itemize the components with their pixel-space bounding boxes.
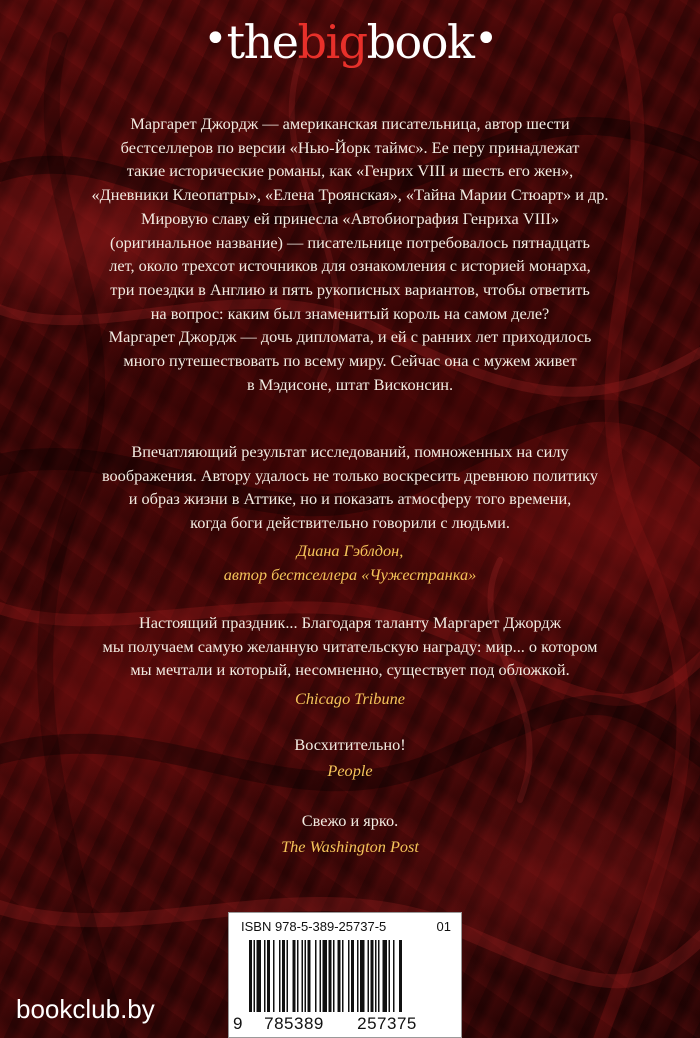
bio-line: на вопрос: каким был знаменитый король на самом деле? <box>150 303 550 323</box>
review-author: Диана Гэблдон, <box>296 540 404 560</box>
ean-first-digit: 9 <box>233 1014 243 1033</box>
bio-line: лет, около трехсот источников для ознакомления с историей монарха, <box>109 256 591 276</box>
isbn-number: ISBN 978-5-389-25737-5 <box>241 919 387 934</box>
ean-right-digits: 257375 <box>357 1014 417 1033</box>
review-line: воображения. Автору удалось не только воскресить древнюю политику <box>101 465 599 485</box>
review-author-role: автор бестселлера «Чужестранка» <box>223 564 477 584</box>
bio-line: бестселлеров по версии «Нью-Йорк таймс». Ее перу принадлежат <box>120 137 580 157</box>
review-line: мы получаем самую желанную читательскую награду: мир... о котором <box>102 636 598 656</box>
isbn-barcode <box>228 912 462 1038</box>
review-line: Впечатляющий результат исследований, помноженных на силу <box>131 442 569 461</box>
isbn-addon: 01 <box>436 919 451 934</box>
review-author: The Washington Post <box>281 836 419 856</box>
review-gabaldon <box>0 440 700 586</box>
review-people <box>0 733 700 782</box>
review-line: и образ жизни в Аттике, но и показать атмосферу того времени, <box>128 489 572 509</box>
bio-line: Маргарет Джордж — дочь дипломата, и ей с ранних лет приходилось <box>108 327 592 347</box>
review-washington-post <box>0 809 700 858</box>
review-author: Chicago Tribune <box>295 689 405 709</box>
review-line: когда боги действительно говорили с людьми. <box>190 513 510 533</box>
logo-the: the <box>226 15 298 69</box>
review-line: Настоящий праздник... Благодаря таланту Маргарет Джордж <box>139 613 561 632</box>
bio-line: (оригинальное название) — писательнице потребовалось пятнадцать <box>110 232 590 252</box>
barcode-bars <box>249 940 455 1012</box>
bio-line: три поездки в Англию и пять рукописных вариантов, чтобы ответить <box>110 279 590 299</box>
review-chicago-tribune <box>0 611 700 711</box>
bio-line: «Дневники Клеопатры», «Елена Троянская», «Тайна Марии Стюарт» и др. <box>91 185 609 205</box>
bio-line: в Мэдисоне, штат Висконсин. <box>246 374 454 394</box>
review-line: Восхитительно! <box>294 735 406 754</box>
ean-left-digits: 785389 <box>264 1014 324 1033</box>
isbn-row <box>241 919 451 934</box>
review-line: Свежо и ярко. <box>301 811 399 830</box>
bio-line: много путешествовать по всему миру. Сейчас она с мужем живет <box>123 351 577 371</box>
logo-book: book <box>366 15 474 69</box>
review-line: мы мечтали и который, несомненно, существует под обложкой. <box>130 660 570 680</box>
publisher-logo: •thebigbook• <box>203 15 497 69</box>
author-bio <box>60 112 640 396</box>
bio-line: Маргарет Джордж — американская писательница, автор шести <box>130 114 570 133</box>
bio-line: Мировую славу ей принесла «Автобиография Генриха VIII» <box>140 208 560 228</box>
ean-digits <box>233 1014 457 1034</box>
logo-big: big <box>297 15 367 69</box>
review-author: People <box>327 760 373 780</box>
bio-line: такие исторические романы, как «Генрих VIII и шесть его жен», <box>126 161 574 181</box>
website-label: bookclub.by <box>16 994 155 1024</box>
